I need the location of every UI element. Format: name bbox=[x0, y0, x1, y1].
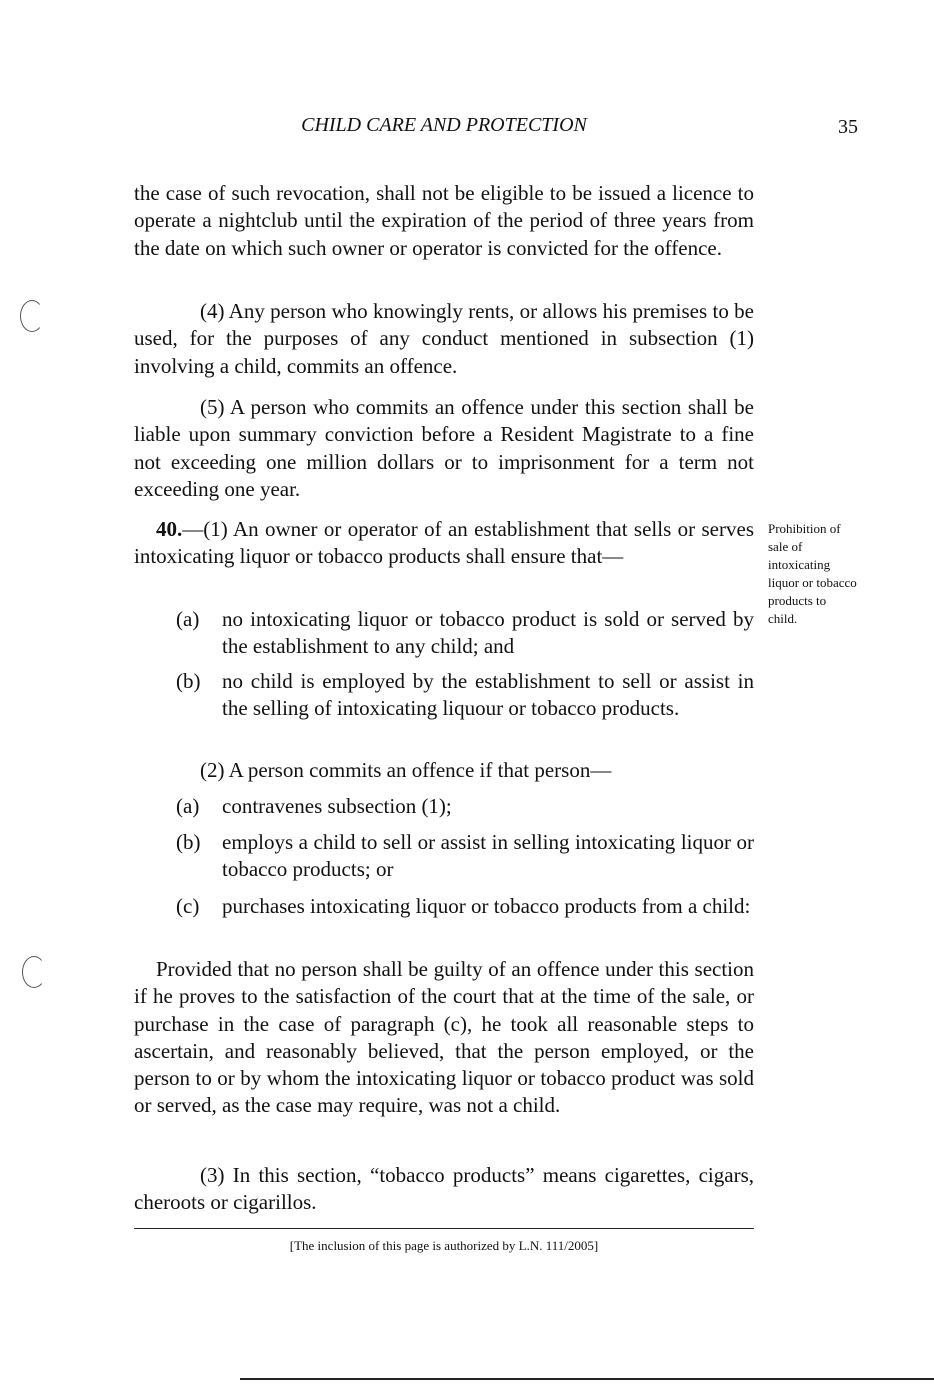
list-item bbox=[176, 793, 754, 820]
running-header-title: CHILD CARE AND PROTECTION bbox=[301, 114, 587, 136]
page-bottom-rule bbox=[240, 1378, 934, 1380]
punch-hole-mark-top bbox=[20, 300, 44, 332]
subsection-5: (5) A person who commits an offence under this section shall be liable upon summary conviction before a Resident Magistrate to a fine not exceeding one million dollars or to imprisonment for a term not exceeding one year. bbox=[134, 395, 754, 501]
item-label: (b) bbox=[176, 669, 201, 693]
subsection-2-intro: (2) A person commits an offence if that person— bbox=[200, 758, 612, 782]
item-label: (c) bbox=[176, 894, 200, 918]
list-item bbox=[176, 893, 754, 920]
section-number: 40. bbox=[156, 517, 183, 541]
item-label: (a) bbox=[176, 607, 200, 631]
item-text: contravenes subsection (1); bbox=[222, 794, 452, 818]
subsection-3: (3) In this section, “tobacco products” means cigarettes, cigars, cheroots or cigarillos. bbox=[134, 1163, 754, 1215]
page-number: 35 bbox=[838, 116, 858, 138]
list-item bbox=[176, 829, 754, 884]
item-label: (b) bbox=[176, 830, 201, 854]
list-item bbox=[176, 668, 754, 723]
footer-divider bbox=[134, 1228, 754, 1229]
item-label: (a) bbox=[176, 794, 200, 818]
item-text: no child is employed by the establishment to sell or assist in the selling of intoxicating liquour or tobacco products. bbox=[222, 669, 754, 721]
punch-hole-mark-bottom bbox=[22, 956, 46, 988]
section-40-intro-text: —(1) An owner or operator of an establishment that sells or serves intoxicating liquor or tobacco products shall ensure that— bbox=[134, 517, 754, 569]
subsection-4: (4) Any person who knowingly rents, or allows his premises to be used, for the purposes of any conduct mentioned in subsection (1) involving a child, commits an offence. bbox=[134, 299, 754, 378]
proviso-paragraph: Provided that no person shall be guilty of an offence under this section if he proves to the satisfaction of the court that at the time of the sale, or purchase in the case of paragraph (c), he took all reasonable steps to ascertain, and reasonably believed, that the person employed, or the person to or by whom the intoxicating liquor or tobacco product was sold or served, as the case may require, was not a child. bbox=[134, 957, 754, 1118]
item-text: employs a child to sell or assist in selling intoxicating liquor or tobacco products; or bbox=[222, 830, 754, 882]
item-text: purchases intoxicating liquor or tobacco products from a child: bbox=[222, 894, 751, 918]
margin-note: Prohibition of sale of intoxicating liquor or tobacco products to child. bbox=[768, 521, 857, 626]
paragraph-continuation: the case of such revocation, shall not be eligible to be issued a licence to operate a nightclub until the expiration of the period of three years from the date on which such owner or operator is convicted for the offence. bbox=[134, 181, 754, 260]
section-40-intro bbox=[134, 516, 754, 571]
footer-authorization-note: [The inclusion of this page is authorized by L.N. 111/2005] bbox=[289, 1238, 599, 1253]
item-text: no intoxicating liquor or tobacco product is sold or served by the establishment to any child; and bbox=[222, 607, 754, 659]
list-item bbox=[176, 606, 754, 661]
